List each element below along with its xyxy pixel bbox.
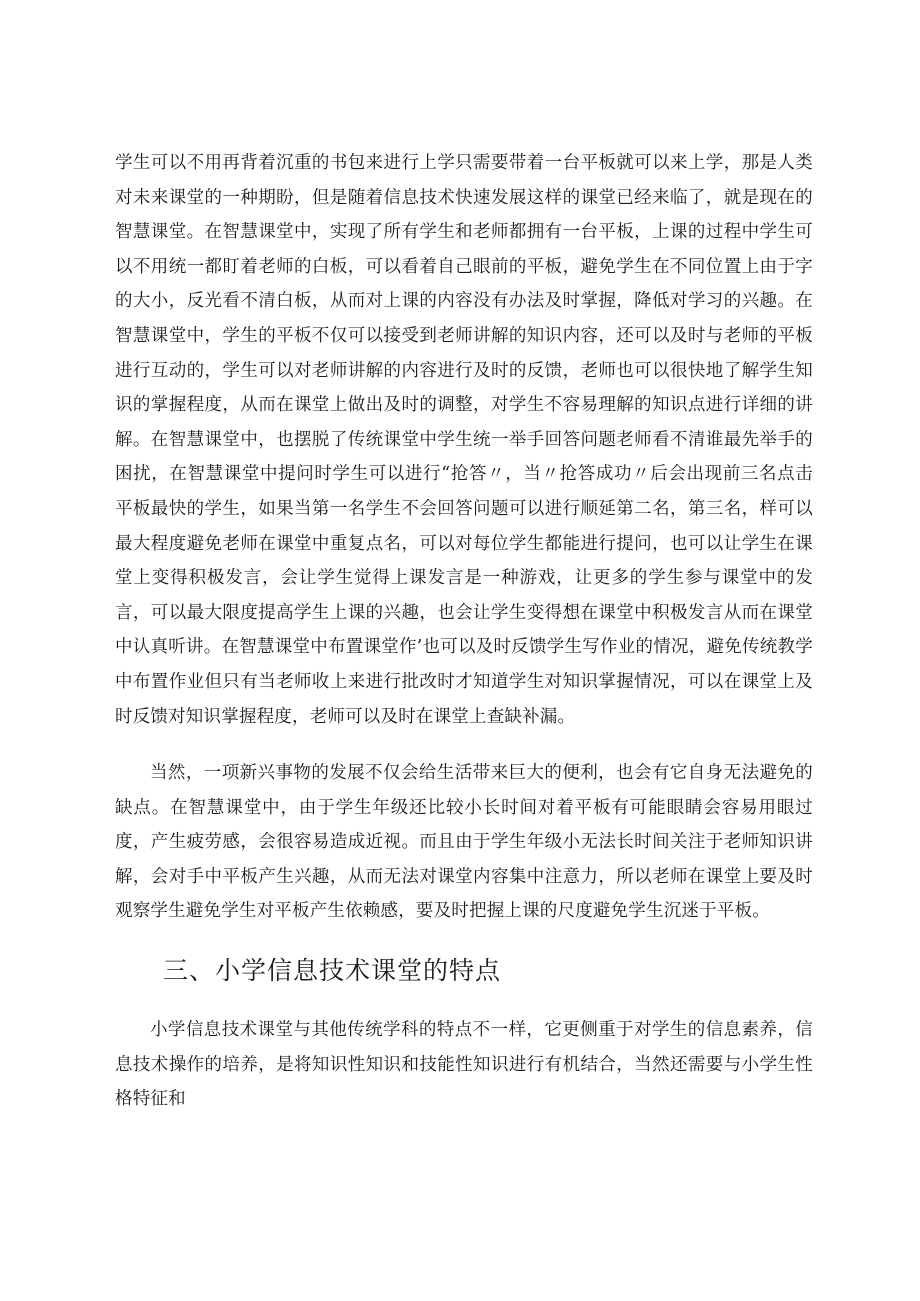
heading-gap xyxy=(115,991,813,1013)
paragraph-gap xyxy=(115,929,813,951)
paragraph-gap xyxy=(115,734,813,756)
paragraph-it-classroom-features: 小学信息技术课堂与其他传统学科的特点不一样，它更侧重于对学生的信息素养，信息技术操作的培养，是将知识性知识和技能性知识进行有机结合，当然还需要与小学生性格特征和 xyxy=(115,1020,813,1110)
document-page xyxy=(115,146,813,1117)
paragraph-smart-classroom: 学生可以不用再背着沉重的书包来进行上学只需要带着一台平板就可以来上学，那是人类对未来课堂的一种期盼，但是随着信息技术快速发展这样的课堂已经来临了，就是现在的智慧课堂。在智慧课堂中，实现了所有学生和老师都拥有一台平板，上课的过程中学生可以不用统一都盯着老师的白板，可以看着自己眼前的平板，避免学生在不同位置上由于字的大小，反光看不清白板，从而对上课的内容没有办法及时掌握，降低对学习的兴趣。在智慧课堂中，学生的平板不仅可以接受到老师讲解的知识内容，还可以及时与老师的平板进行互动的，学生可以对老师讲解的内容进行及时的反馈，老师也可以很快地了解学生知识的掌握程度，从而在课堂上做出及时的调整，对学生不容易理解的知识点进行详细的讲解。在智慧课堂中，也摆脱了传统课堂中学生统一举手回答问题老师看不清谁最先举手的困扰，在智慧课堂中提问时学生可以进行“抢答〃，当〃抢答成功〃后会出现前三名点击平板最快的学生，如果当第一名学生不会回答问题可以进行顺延第二名，第三名，样可以最大程度避免老师在课堂中重复点名，可以对每位学生都能进行提问，也可以让学生在课堂上变得积极发言，会让学生觉得上课发言是一种游戏，让更多的学生参与课堂中的发言，可以最大限度提高学生上课的兴趣，也会让学生变得想在课堂中积极发言从而在课堂中认真听讲。在智慧课堂中布置课堂作’也可以及时反馈学生写作业的情况，避免传统教学中布置作业但只有当老师收上来进行批改时才知道学生对知识掌握情况，可以在课堂上及时反馈对知识掌握程度，老师可以及时在课堂上查缺补漏。 xyxy=(115,153,813,727)
section-heading: 三、小学信息技术课堂的特点 xyxy=(163,956,502,986)
paragraph-drawbacks: 当然，一项新兴事物的发展不仅会给生活带来巨大的便利，也会有它自身无法避免的缺点。在智慧课堂中，由于学生年级还比较小长时间对着平板有可能眼睛会容易用眼过度，产生疲劳感，会很容易造成近视。而且由于学生年级小无法长时间关注于老师知识讲解，会对手中平板产生兴趣，从而无法对课堂内容集中注意力，所以老师在课堂上要及时观察学生避免学生对平板产生依赖感，要及时把握上课的尺度避免学生沉迷于平板。 xyxy=(115,763,813,922)
